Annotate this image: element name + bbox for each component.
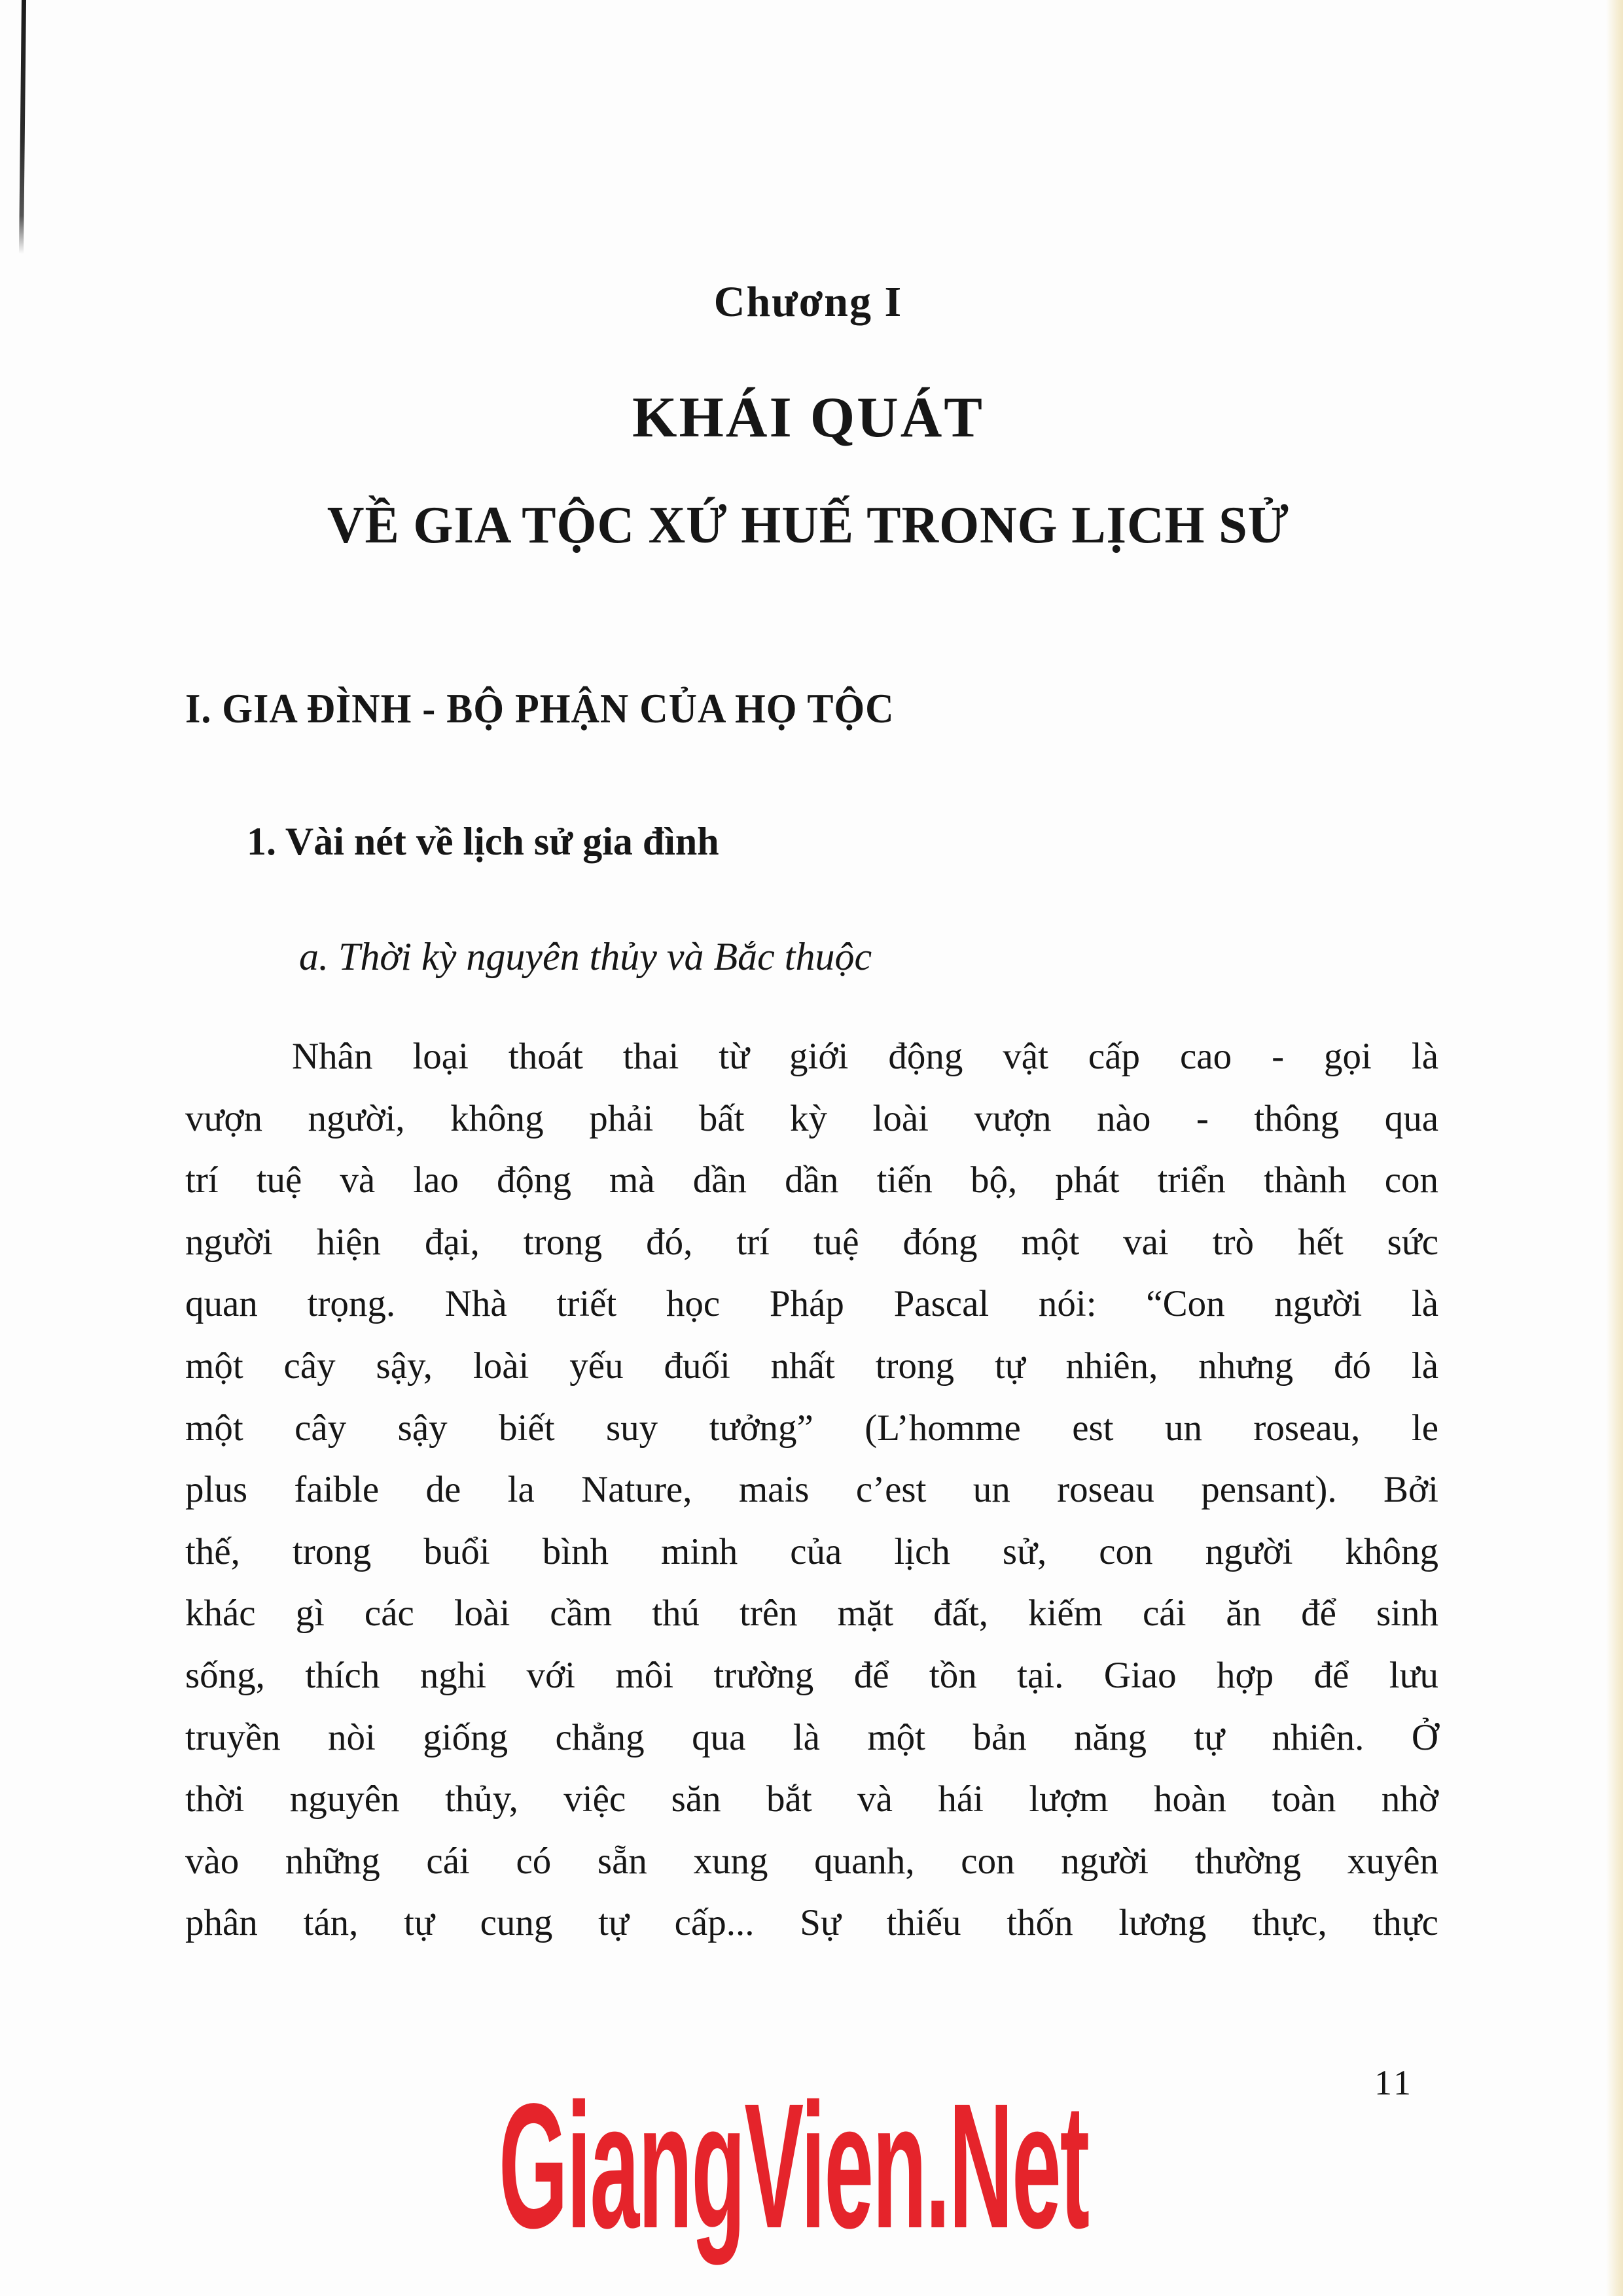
- chapter-label: Chương I: [713, 278, 903, 326]
- body-line: trí tuệ và lao động mà dần dần tiến bộ, phát triển thành con: [185, 1159, 1438, 1201]
- subsubsection-heading: a. Thời kỳ nguyên thủy và Bắc thuộc: [299, 935, 872, 978]
- section-heading: I. GIA ĐÌNH - BỘ PHẬN CỦA HỌ TỘC: [185, 685, 895, 732]
- body-line: plus faible de la Nature, mais c’est un roseau pensant). Bởi: [185, 1469, 1438, 1511]
- body-line: sống, thích nghi với môi trường để tồn tại. Giao hợp để lưu: [185, 1654, 1438, 1696]
- page-number: 11: [1374, 2063, 1414, 2102]
- body-line: người hiện đại, trong đó, trí tuệ đóng một vai trò hết sức: [185, 1221, 1438, 1263]
- body-line: truyền nòi giống chẳng qua là một bản năng tự nhiên. Ở: [185, 1716, 1438, 1758]
- body-line: vượn người, không phải bất kỳ loài vượn nào - thông qua: [185, 1097, 1438, 1139]
- watermark-text: GiangVien.Net: [499, 2066, 1089, 2265]
- body-line: quan trọng. Nhà triết học Pháp Pascal nói: “Con người là: [185, 1283, 1438, 1325]
- body-line: một cây sậy biết suy tưởng” (L’homme est un roseau, le: [185, 1407, 1438, 1449]
- body-line: phân tán, tự cung tự cấp... Sự thiếu thốn lương thực, thực: [185, 1902, 1438, 1944]
- chapter-title-line2: VỀ GIA TỘC XỨ HUẾ TRONG LỊCH SỬ: [327, 497, 1290, 554]
- body-paragraph: [185, 1026, 1438, 1954]
- body-line: Nhân loại thoát thai từ giới động vật cấp cao - gọi là: [292, 1036, 1438, 1077]
- chapter-title-line1: KHÁI QUÁT: [632, 386, 984, 450]
- body-line: thời nguyên thủy, việc săn bắt và hái lượm hoàn toàn nhờ: [185, 1778, 1438, 1820]
- subsection-heading: 1. Vài nét về lịch sử gia đình: [247, 820, 719, 863]
- body-line: thế, trong buổi bình minh của lịch sử, con người không: [185, 1530, 1438, 1572]
- body-line: vào những cái có sẵn xung quanh, con người thường xuyên: [185, 1840, 1438, 1882]
- body-line: một cây sậy, loài yếu đuối nhất trong tự nhiên, nhưng đó là: [185, 1345, 1438, 1386]
- scan-artifact-line: [19, 0, 26, 254]
- body-line: khác gì các loài cầm thú trên mặt đất, kiếm cái ăn để sinh: [185, 1593, 1438, 1634]
- page-edge-tint: [1606, 0, 1623, 2296]
